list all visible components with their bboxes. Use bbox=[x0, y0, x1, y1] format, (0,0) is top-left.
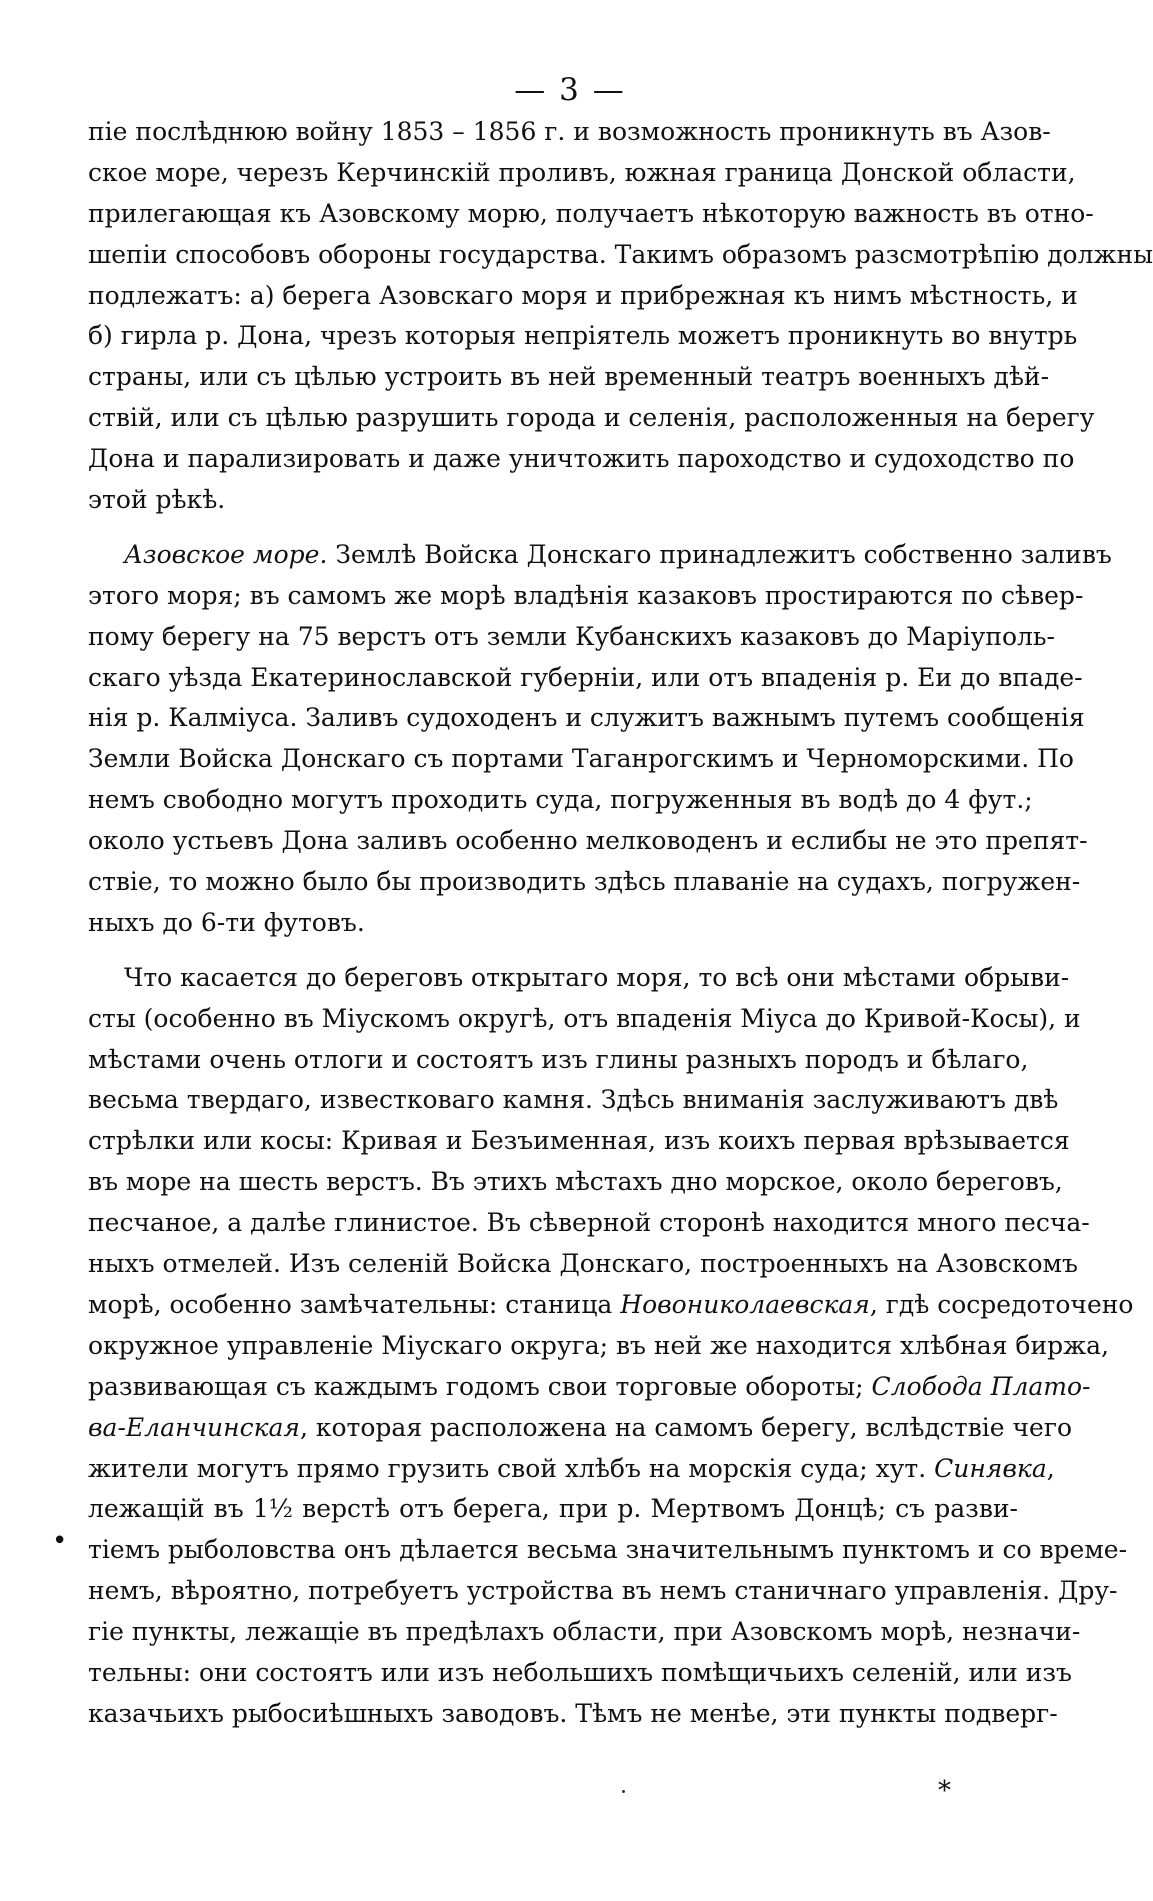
text-line bbox=[88, 1530, 1128, 1571]
text-line bbox=[88, 112, 1051, 153]
paragraph bbox=[88, 535, 1112, 944]
text-line bbox=[88, 617, 1055, 658]
text-run: немъ, вѣроятно, потребуетъ устройства въ немъ станичнаго управленія. Дру- bbox=[88, 1576, 1118, 1606]
text-run: казачьихъ рыбосиѣшныхъ заводовъ. Тѣмъ не менѣе, эти пункты подверг- bbox=[88, 1698, 1058, 1728]
text-line bbox=[88, 316, 1078, 357]
text-run: страны, или съ цѣлью устроить въ ней временный театръ военныхъ дѣй- bbox=[88, 362, 1050, 392]
text-run: песчаное, а далѣе глинистое. Въ сѣверной сторонѣ находится много песча- bbox=[88, 1208, 1090, 1238]
text-run: весьма твердаго, известковаго камня. Здѣсь вниманія заслуживаютъ двѣ bbox=[88, 1085, 1059, 1115]
text-line bbox=[88, 535, 1112, 576]
text-run: , гдѣ сосредоточено bbox=[869, 1289, 1134, 1319]
text-line bbox=[88, 1285, 1134, 1326]
text-line bbox=[88, 357, 1050, 398]
text-line bbox=[88, 1203, 1090, 1244]
margin-mark-bottom: * bbox=[938, 1776, 951, 1806]
text-run: ствіе, то можно было бы производить здѣсь плаваніе на судахъ, погружен- bbox=[88, 867, 1081, 897]
text-run: Землѣ Войска Донскаго принадлежитъ собственно заливъ bbox=[327, 539, 1112, 569]
text-run: , bbox=[1046, 1453, 1055, 1483]
text-line bbox=[88, 958, 1070, 999]
text-run: , которая расположена на самомъ берегу, вслѣдствіе чего bbox=[299, 1412, 1072, 1442]
text-line bbox=[88, 999, 1081, 1040]
text-run: мѣстами очень отлоги и состоятъ изъ глины разныхъ породъ и бѣлаго, bbox=[88, 1044, 1029, 1074]
text-run: тельны: они состоятъ или изъ небольшихъ помѣщичьихъ селеній, или изъ bbox=[88, 1657, 1072, 1687]
text-run: ское море, черезъ Керчинскій проливъ, южная граница Донской области, bbox=[88, 157, 1076, 187]
text-run: Что касается до береговъ открытаго моря, то всѣ они мѣстами обрыви- bbox=[124, 962, 1070, 992]
italic-phrase: Синявка bbox=[934, 1453, 1047, 1483]
text-line bbox=[88, 698, 1085, 739]
text-line bbox=[88, 576, 1084, 617]
text-run: нія р. Калміуса. Заливъ судоходенъ и служитъ важнымъ путемъ сообщенія bbox=[88, 703, 1085, 733]
text-run: сты (особенно въ Міускомъ округѣ, отъ впаденія Міуса до Кривой-Косы), и bbox=[88, 1003, 1081, 1033]
text-line bbox=[88, 658, 1083, 699]
text-line bbox=[88, 1367, 1091, 1408]
text-line bbox=[88, 398, 1095, 439]
text-line bbox=[88, 1449, 1055, 1490]
text-line bbox=[88, 439, 1075, 480]
text-run: Дона и парализировать и даже уничтожить пароходство и судоходство по bbox=[88, 444, 1075, 474]
text-run: б) гирла р. Дона, чрезъ которыя непріятель можетъ проникнуть во внутрь bbox=[88, 321, 1078, 351]
text-run: тіемъ рыболовства онъ дѣлается весьма значительнымъ пунктомъ и со време- bbox=[88, 1535, 1128, 1565]
text-run: окружное управленіе Міускаго округа; въ ней же находится хлѣбная биржа, bbox=[88, 1330, 1109, 1360]
italic-phrase: Слобода Плато- bbox=[871, 1371, 1091, 1401]
text-run: ныхъ до 6-ти футовъ. bbox=[88, 907, 365, 937]
text-line bbox=[88, 276, 1078, 317]
italic-phrase: ва-Еланчинская bbox=[88, 1412, 300, 1442]
text-line bbox=[88, 1653, 1072, 1694]
text-run: этого моря; въ самомъ же морѣ владѣнія казаковъ простираются по сѣвер- bbox=[88, 580, 1084, 610]
text-line bbox=[88, 194, 1094, 235]
paragraph bbox=[88, 112, 1153, 521]
italic-phrase: Новониколаевская bbox=[620, 1289, 870, 1319]
italic-phrase: Азовское море. bbox=[124, 539, 328, 569]
text-run: морѣ, особенно замѣчательны: станица bbox=[88, 1289, 621, 1319]
page-number: — 3 — bbox=[514, 72, 626, 108]
text-run: стрѣлки или косы: Кривая и Безъименная, изъ коихъ первая врѣзывается bbox=[88, 1126, 1070, 1156]
text-line bbox=[88, 1571, 1118, 1612]
text-run: лежащій въ 1½ верстѣ отъ берега, при р. Мертвомъ Донцѣ; съ разви- bbox=[88, 1494, 1018, 1524]
body-text bbox=[88, 112, 1153, 1735]
text-run: жители могутъ прямо грузить свой хлѣбъ на морскія суда; хут. bbox=[88, 1453, 935, 1483]
text-run: около устьевъ Дона заливъ особенно мелководенъ и еслибы не это препят- bbox=[88, 826, 1088, 856]
text-line bbox=[88, 1694, 1058, 1735]
text-line bbox=[88, 1326, 1109, 1367]
text-line bbox=[88, 1162, 1063, 1203]
text-run: шепіи способовъ обороны государства. Такимъ образомъ разсмотрѣпію должны bbox=[88, 239, 1153, 269]
text-run: Земли Войска Донскаго съ портами Таганрогскимъ и Черноморскими. По bbox=[88, 744, 1074, 774]
text-run: этой рѣкѣ. bbox=[88, 485, 226, 515]
ink-speck bbox=[622, 1790, 625, 1793]
text-line bbox=[88, 780, 1033, 821]
text-line bbox=[88, 739, 1074, 780]
paragraph bbox=[88, 958, 1134, 1735]
text-line bbox=[88, 1244, 1078, 1285]
text-run: немъ свободно могутъ проходить суда, погруженныя въ водѣ до 4 фут.; bbox=[88, 785, 1033, 815]
text-run: пому берегу на 75 верстъ отъ земли Кубанскихъ казаковъ до Маріуполь- bbox=[88, 621, 1055, 651]
text-line bbox=[88, 1489, 1018, 1530]
text-run: ствій, или съ цѣлью разрушить города и селенія, расположенныя на берегу bbox=[88, 403, 1095, 433]
text-line bbox=[88, 903, 1018, 944]
text-line bbox=[88, 480, 1018, 521]
text-line bbox=[88, 1080, 1059, 1121]
text-run: подлежатъ: а) берега Азовскаго моря и прибрежная къ нимъ мѣстность, и bbox=[88, 280, 1078, 310]
text-run: ныхъ отмелей. Изъ селеній Войска Донскаго, построенныхъ на Азовскомъ bbox=[88, 1249, 1078, 1279]
text-run: гіе пункты, лежащіе въ предѣлахъ области, при Азовскомъ морѣ, незначи- bbox=[88, 1617, 1081, 1647]
text-run: въ море на шесть верстъ. Въ этихъ мѣстахъ дно морское, около береговъ, bbox=[88, 1167, 1063, 1197]
text-line bbox=[88, 1612, 1081, 1653]
text-line bbox=[88, 1408, 1072, 1449]
margin-mark-left: • bbox=[52, 1526, 68, 1556]
text-line bbox=[88, 1121, 1070, 1162]
text-line bbox=[88, 153, 1076, 194]
text-line bbox=[88, 1040, 1029, 1081]
text-run: развивающая съ каждымъ годомъ свои торговые обороты; bbox=[88, 1371, 872, 1401]
text-line bbox=[88, 235, 1153, 276]
text-line bbox=[88, 862, 1081, 903]
text-line bbox=[88, 821, 1088, 862]
text-run: піе послѣднюю войну 1853 – 1856 г. и возможность проникнуть въ Азов- bbox=[88, 117, 1051, 146]
text-run: прилегающая къ Азовскому морю, получаетъ нѣкоторую важность въ отно- bbox=[88, 198, 1094, 228]
text-run: скаго уѣзда Екатеринославской губерніи, или отъ впаденія р. Еи до впаде- bbox=[88, 662, 1083, 692]
